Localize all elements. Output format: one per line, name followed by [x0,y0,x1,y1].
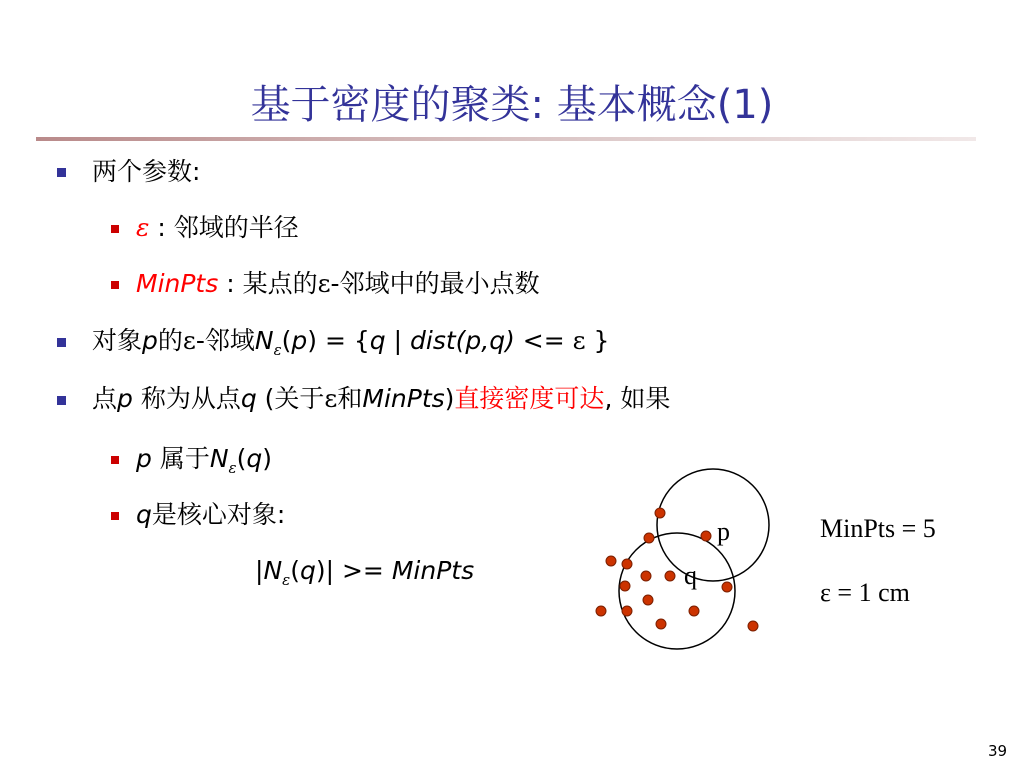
minpts-desc-a: : 某点的 [226,269,318,298]
minpts-name: MinPts [362,384,445,413]
eps-description: : 邻域的半径 [157,213,299,242]
eps-symbol: ε [182,326,196,355]
minpts-eps: ε [317,269,331,298]
text-span: 的 [157,326,183,355]
data-point [606,556,616,566]
data-point [644,533,654,543]
text-span: ) [315,556,326,585]
var-q: q [246,444,263,473]
legend-minpts: MinPts = 5 [820,514,936,543]
params-heading: 两个参数: [92,157,201,186]
data-point [622,559,632,569]
text-span: <= [514,326,573,355]
eps-subscript: ε [273,341,282,359]
legend-eps: ε = 1 cm [820,578,910,607]
data-point [641,571,651,581]
var-N: N [263,556,283,585]
data-point [748,621,758,631]
data-point [596,606,606,616]
text-span: -邻域 [195,326,255,355]
text-span: ) [444,384,455,413]
var-q: q [136,500,152,529]
text-span: 是核心对象: [151,500,286,529]
text-span: | [255,556,264,585]
data-point [722,582,732,592]
p-label: p [717,517,730,546]
var-p: p [136,444,152,473]
var-q: q [240,384,257,413]
var-p: p [142,326,158,355]
eps-subscript: ε [282,571,291,589]
eps-subscript: ε [228,459,237,477]
text-span: ) = { [307,326,370,355]
minpts-desc-b: -邻域中的最小点数 [330,269,540,298]
eps-symbol: ε [572,326,586,355]
var-p: p [117,384,133,413]
text-span: } [585,326,610,355]
text-span: 对象 [92,326,143,355]
minpts-name: MinPts [136,269,219,298]
text-span: ( [281,326,292,355]
eps-symbol: ε [324,384,338,413]
data-point [643,595,653,605]
var-N: N [254,326,274,355]
data-point [701,531,711,541]
eps-symbol: ε [136,213,150,242]
page-number: 39 [988,742,1008,760]
data-points [596,508,758,631]
var-N: N [209,444,229,473]
var-q: q [299,556,316,585]
q-neighborhood-circle [619,533,735,649]
minpts-name: MinPts [391,556,475,585]
text-span: 称为从点 [132,384,241,413]
data-point [665,571,675,581]
p-neighborhood-circle [657,469,769,581]
text-span: ( [290,556,300,585]
text-span: (关于 [256,384,325,413]
text-span: 和 [337,384,363,413]
var-q: q [369,326,386,355]
data-point [622,606,632,616]
q-label: q [684,561,697,590]
data-point [689,606,699,616]
var-p: p [291,326,308,355]
highlight-term: 直接密度可达 [454,384,605,413]
text-span: 属于 [151,444,210,473]
data-point [656,619,666,629]
data-point [620,581,630,591]
page-title: 基于密度的聚类: 基本概念(1) [250,82,774,128]
text-span: 点 [92,384,118,413]
text-span: | [385,326,410,355]
data-point [655,508,665,518]
text-span: ) [262,444,272,473]
text-span: , 如果 [604,384,671,413]
dist-expression: dist(p,q) [410,326,515,355]
text-span: | >= [325,556,392,585]
text-span: ( [236,444,247,473]
